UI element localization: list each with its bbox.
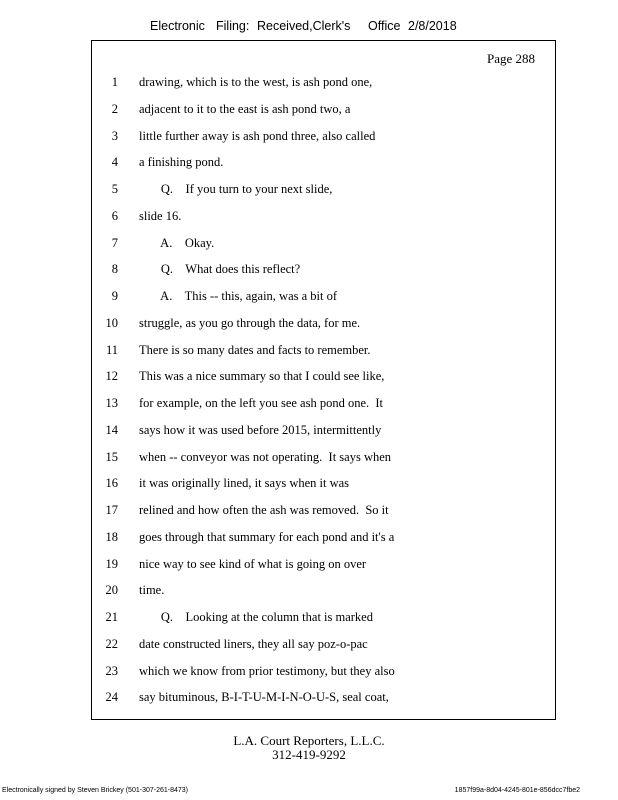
transcript-line	[92, 369, 552, 389]
line-number: 6	[111, 208, 118, 223]
transcript-line	[92, 182, 552, 202]
line-text: A. This -- this, again, was a bit of	[139, 289, 338, 303]
line-number: 1	[111, 75, 118, 89]
transcript-line	[92, 637, 552, 657]
line-text: A. Okay.	[139, 235, 215, 250]
line-text: Q. Looking at the column that is marked	[139, 610, 373, 624]
line-number: 13	[105, 396, 118, 410]
line-number: 17	[105, 503, 118, 517]
line-number: 16	[105, 476, 118, 491]
line-text: Q. What does this reflect?	[139, 262, 301, 277]
line-text: goes through that summary for each pond and it's a	[139, 529, 395, 544]
page-number: Page 288	[486, 51, 535, 66]
line-text: says how it was used before 2015, intermittently	[139, 422, 382, 437]
line-number: 19	[105, 556, 118, 571]
signature-left: Electronically signed by Steven Brickey (501-307-261-8473)	[2, 787, 188, 794]
transcript-line	[92, 690, 552, 710]
line-number: 10	[105, 315, 118, 330]
line-number: 20	[105, 583, 118, 598]
line-text: when -- conveyor was not operating. It says when	[139, 449, 392, 464]
transcript-line	[92, 423, 552, 443]
transcript-line	[92, 289, 552, 309]
line-text: adjacent to it to the east is ash pond two, a	[139, 101, 351, 116]
transcript-line	[92, 503, 552, 523]
line-text: struggle, as you go through the data, for me.	[139, 315, 361, 330]
line-number: 12	[105, 369, 118, 384]
footer-phone: 312-419-9292	[272, 747, 346, 762]
header-word-filing: Filing:	[216, 19, 250, 33]
line-number: 11	[105, 342, 118, 357]
line-number: 3	[111, 128, 118, 143]
line-text: which we know from prior testimony, but they also	[139, 663, 395, 678]
transcript-line	[92, 530, 552, 550]
transcript-line	[92, 262, 552, 282]
line-number: 5	[111, 182, 118, 196]
line-number: 2	[111, 101, 118, 116]
transcript-line	[92, 476, 552, 496]
transcript-line	[92, 450, 552, 470]
line-number: 22	[105, 636, 118, 651]
header-date: 2/8/2018	[408, 19, 457, 33]
line-text: say bituminous, B-I-T-U-M-I-N-O-U-S, seal coat,	[139, 690, 389, 705]
transcript-line	[92, 316, 552, 336]
filing-stamp-header	[0, 19, 618, 39]
line-text: relined and how often the ash was removed. So it	[139, 503, 389, 517]
line-text: little further away is ash pond three, also called	[139, 128, 376, 143]
line-number: 24	[105, 690, 118, 705]
transcript-line	[92, 664, 552, 684]
line-number: 9	[111, 289, 118, 303]
line-number: 18	[105, 529, 118, 544]
line-number: 4	[111, 155, 118, 170]
line-text: This was a nice summary so that I could see like,	[139, 369, 385, 384]
signature-right: 1857f99a-8d04-4245-801e-856dcc7fbe2	[454, 787, 580, 794]
transcript-line	[92, 129, 552, 149]
transcript-line	[92, 155, 552, 175]
line-text: date constructed liners, they all say poz-o-pac	[139, 636, 368, 651]
line-number: 14	[105, 422, 118, 437]
transcript-line	[92, 236, 552, 256]
line-number: 15	[105, 449, 118, 464]
header-word-office: Office	[368, 19, 401, 33]
line-text: time.	[139, 583, 165, 598]
transcript-line	[92, 396, 552, 416]
transcript-page-frame	[91, 40, 556, 720]
transcript-line	[92, 557, 552, 577]
line-text: slide 16.	[139, 208, 182, 223]
transcript-line	[92, 343, 552, 363]
transcript-line	[92, 75, 552, 95]
line-text: it was originally lined, it says when it was	[139, 476, 350, 491]
line-text: There is so many dates and facts to remember.	[139, 342, 371, 357]
line-text: drawing, which is to the west, is ash pond one,	[139, 75, 373, 89]
header-word-electronic: Electronic	[150, 19, 205, 33]
line-text: Q. If you turn to your next slide,	[139, 182, 333, 196]
transcript-line	[92, 583, 552, 603]
header-word-received: Received,Clerk's	[257, 19, 351, 33]
footer-company: L.A. Court Reporters, L.L.C.	[233, 733, 385, 748]
line-number: 8	[111, 262, 118, 277]
line-text: nice way to see kind of what is going on over	[139, 556, 367, 571]
line-number: 7	[111, 235, 118, 250]
transcript-line	[92, 209, 552, 229]
line-number: 21	[105, 610, 118, 624]
transcript-line	[92, 102, 552, 122]
line-text: a finishing pond.	[139, 155, 224, 170]
transcript-line	[92, 610, 552, 630]
line-text: for example, on the left you see ash pond one. It	[139, 396, 384, 410]
line-number: 23	[105, 663, 118, 678]
